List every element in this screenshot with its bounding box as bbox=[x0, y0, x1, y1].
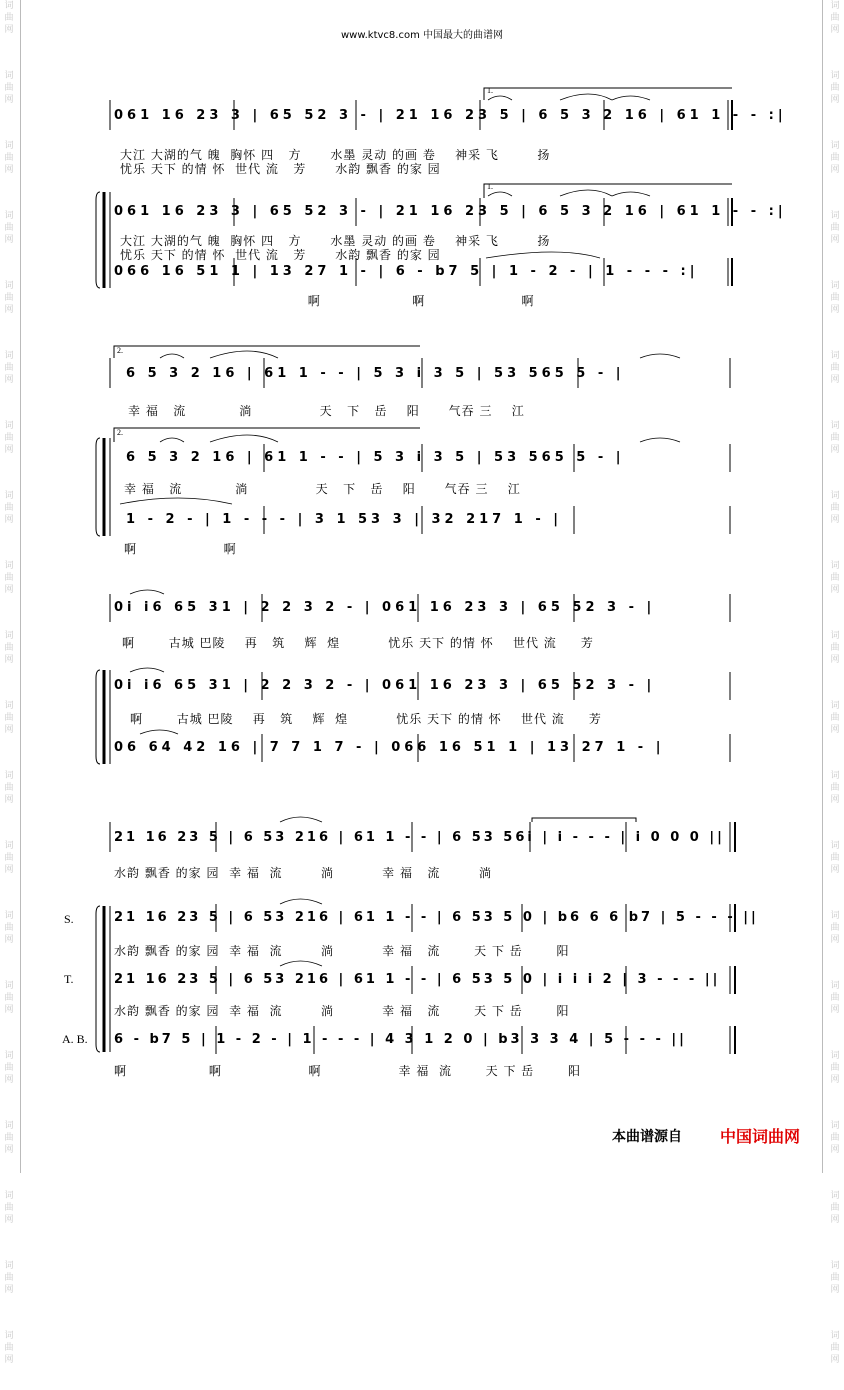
watermark-char: 网 bbox=[830, 445, 840, 455]
watermark-char: 网 bbox=[830, 235, 840, 245]
watermark-char: 词 bbox=[830, 1051, 840, 1061]
watermark-char: 词 bbox=[830, 491, 840, 501]
watermark-char: 词 bbox=[830, 561, 840, 571]
watermark-char: 网 bbox=[4, 1145, 14, 1155]
sys2-volta-2: 2. bbox=[117, 346, 123, 355]
sys1-upper-notes: 061 16 23 3 | 65 52 3 - | 21 16 23 5 | 6 5 3 2 16 | 61 1 - - :| bbox=[114, 204, 787, 219]
sys2-upper-notes: 6 5 3 2 16 | 61 1 - - | 5 3 i 3 5 | 53 565 5 - | bbox=[126, 450, 625, 465]
watermark-char: 曲 bbox=[830, 223, 840, 233]
watermark-char: 曲 bbox=[4, 293, 14, 303]
sys3-upper-lyric: 啊 古城 巴陵 再 筑 辉 煌 忧乐 天下 的情 怀 世代 流 芳 bbox=[130, 712, 602, 726]
watermark-char: 词 bbox=[4, 631, 14, 641]
sys2-lower-notes: 1 - 2 - | 1 - - - | 3 1 53 3 | 32 217 1 - | bbox=[126, 512, 562, 527]
watermark-char: 网 bbox=[4, 235, 14, 245]
watermark-char: 词 bbox=[830, 981, 840, 991]
watermark-char: 词 bbox=[830, 421, 840, 431]
watermark-char: 曲 bbox=[830, 433, 840, 443]
watermark-char: 曲 bbox=[4, 573, 14, 583]
watermark-char: 词 bbox=[830, 351, 840, 361]
sys1-volta-1b: 1. bbox=[487, 182, 493, 191]
watermark-char: 曲 bbox=[830, 993, 840, 1003]
watermark-char: 网 bbox=[830, 1285, 840, 1295]
watermark-char: 网 bbox=[4, 25, 14, 35]
watermark-char: 曲 bbox=[830, 503, 840, 513]
watermark-char: 曲 bbox=[4, 13, 14, 23]
sys1-melody-notes: 061 16 23 3 | 65 52 3 - | 21 16 23 5 | 6 5 3 2 16 | 61 1 - - :| bbox=[114, 108, 787, 123]
watermark-char: 曲 bbox=[4, 1343, 14, 1353]
watermark-char: 曲 bbox=[830, 293, 840, 303]
watermark-char: 词 bbox=[4, 561, 14, 571]
sys1-upper-lyric-1: 大江 大湖的气 魄 胸怀 四 方 水墨 灵动 的画 卷 神采 飞 扬 bbox=[120, 234, 551, 248]
watermark-char: 网 bbox=[830, 515, 840, 525]
sys4-melody-notes: 21 16 23 5 | 6 53 216 | 61 1 - - | 6 53 56i | i - - - | i 0 0 0 || bbox=[114, 830, 725, 845]
watermark-char: 曲 bbox=[830, 783, 840, 793]
watermark-char: 词 bbox=[4, 1191, 14, 1201]
watermark-char: 词 bbox=[4, 981, 14, 991]
sys3-melody-notes: 0i i6 65 31 | 2 2 3 2 - | 061 16 23 3 | 65 52 3 - | bbox=[114, 600, 656, 615]
watermark-char: 网 bbox=[830, 1355, 840, 1365]
watermark-char: 曲 bbox=[830, 1133, 840, 1143]
watermark-char: 网 bbox=[4, 515, 14, 525]
watermark-char: 词 bbox=[830, 71, 840, 81]
sys2-melody-notes: 6 5 3 2 16 | 61 1 - - | 5 3 i 3 5 | 53 565 5 - | bbox=[126, 366, 625, 381]
watermark-char: 词 bbox=[830, 771, 840, 781]
watermark-char: 网 bbox=[4, 95, 14, 105]
watermark-char: 词 bbox=[830, 141, 840, 151]
watermark-char: 词 bbox=[4, 701, 14, 711]
watermark-char: 网 bbox=[830, 725, 840, 735]
watermark-char: 词 bbox=[4, 771, 14, 781]
watermark-char: 网 bbox=[4, 445, 14, 455]
watermark-char: 词 bbox=[4, 1261, 14, 1271]
watermark-char: 曲 bbox=[830, 853, 840, 863]
sys1-volta-1: 1. bbox=[487, 86, 493, 95]
watermark-char: 词 bbox=[4, 1121, 14, 1131]
watermark-char: 曲 bbox=[830, 363, 840, 373]
sys4-alto-bass-notes: 6 - b7 5 | 1 - 2 - | 1 - - - | 4 3 1 2 0 | b3 3 3 4 | 5 - - - || bbox=[114, 1032, 687, 1047]
sys1-melody-lyric-2: 忧乐 天下 的情 怀 世代 流 芳 水韵 飘香 的家 园 bbox=[120, 162, 441, 176]
sys1-lower-lyric: 啊 啊 啊 bbox=[120, 294, 535, 308]
sys1-melody-lyric-1: 大江 大湖的气 魄 胸怀 四 方 水墨 灵动 的画 卷 神采 飞 扬 bbox=[120, 148, 551, 162]
watermark-char: 词 bbox=[4, 911, 14, 921]
watermark-char: 词 bbox=[4, 211, 14, 221]
watermark-char: 曲 bbox=[4, 223, 14, 233]
watermark-char: 词 bbox=[4, 141, 14, 151]
watermark-char: 曲 bbox=[830, 643, 840, 653]
watermark-char: 曲 bbox=[4, 643, 14, 653]
watermark-char: 网 bbox=[4, 795, 14, 805]
sys2-upper-lyric: 幸 福 流 淌 天 下 岳 阳 气吞 三 江 bbox=[124, 482, 521, 496]
watermark-char: 曲 bbox=[830, 153, 840, 163]
watermark-char: 曲 bbox=[4, 1203, 14, 1213]
watermark-char: 网 bbox=[830, 585, 840, 595]
sys2-volta-2b: 2. bbox=[117, 428, 123, 437]
watermark-char: 网 bbox=[4, 725, 14, 735]
watermark-char: 词 bbox=[4, 1331, 14, 1341]
watermark-char: 网 bbox=[4, 165, 14, 175]
watermark-gap bbox=[826, 1296, 844, 1320]
watermark-char: 曲 bbox=[830, 573, 840, 583]
watermark-char: 曲 bbox=[4, 853, 14, 863]
watermark-char: 网 bbox=[4, 375, 14, 385]
watermark-char: 词 bbox=[830, 1121, 840, 1131]
watermark-char: 曲 bbox=[830, 1273, 840, 1283]
watermark-char: 词 bbox=[830, 211, 840, 221]
watermark-char: 曲 bbox=[4, 713, 14, 723]
watermark-char: 词 bbox=[4, 1, 14, 11]
watermark-char: 网 bbox=[830, 935, 840, 945]
voice-label-ab: A. B. bbox=[62, 1032, 88, 1046]
watermark-char: 词 bbox=[4, 281, 14, 291]
sys4-soprano-lyric: 水韵 飘香 的家 园 幸 福 流 淌 幸 福 流 天 下 岳 阳 bbox=[114, 944, 570, 958]
watermark-char: 网 bbox=[830, 1215, 840, 1225]
watermark-char: 网 bbox=[830, 655, 840, 665]
watermark-char: 曲 bbox=[4, 503, 14, 513]
watermark-char: 词 bbox=[4, 1051, 14, 1061]
watermark-gap bbox=[826, 1366, 844, 1390]
watermark-char: 词 bbox=[830, 841, 840, 851]
watermark-char: 网 bbox=[4, 305, 14, 315]
watermark-char: 网 bbox=[4, 1005, 14, 1015]
watermark-char: 词 bbox=[830, 911, 840, 921]
watermark-char: 网 bbox=[4, 655, 14, 665]
watermark-char: 网 bbox=[830, 95, 840, 105]
watermark-char: 曲 bbox=[4, 1273, 14, 1283]
watermark-char: 曲 bbox=[830, 83, 840, 93]
watermark-char: 曲 bbox=[830, 1343, 840, 1353]
watermark-char: 词 bbox=[4, 421, 14, 431]
watermark-char: 网 bbox=[830, 25, 840, 35]
watermark-gap bbox=[0, 1296, 18, 1320]
watermark-char: 词 bbox=[830, 1191, 840, 1201]
sys3-upper-notes: 0i i6 65 31 | 2 2 3 2 - | 061 16 23 3 | 65 52 3 - | bbox=[114, 678, 656, 693]
watermark-char: 曲 bbox=[4, 363, 14, 373]
watermark-char: 曲 bbox=[4, 1133, 14, 1143]
watermark-char: 网 bbox=[4, 1355, 14, 1365]
watermark-gap bbox=[0, 1226, 18, 1250]
sys1-lower-notes: 066 16 51 1 | 13 27 1 - | 6 - b7 5 | 1 - 2 - | 1 - - - :| bbox=[114, 264, 699, 279]
watermark-char: 网 bbox=[830, 305, 840, 315]
footer-source-site[interactable]: 中国词曲网 bbox=[720, 1127, 801, 1146]
watermark-char: 词 bbox=[830, 1331, 840, 1341]
watermark-char: 曲 bbox=[4, 923, 14, 933]
sys3-lower-notes: 06 64 42 16 | 7 7 1 7 - | 066 16 51 1 | 13 27 1 - | bbox=[114, 740, 665, 755]
page-header: www.ktvc8.com 中国最大的曲谱网 bbox=[340, 30, 503, 41]
watermark-char: 网 bbox=[4, 935, 14, 945]
watermark-char: 曲 bbox=[830, 1203, 840, 1213]
sys2-lower-lyric: 啊 啊 bbox=[124, 542, 237, 556]
watermark-char: 曲 bbox=[830, 713, 840, 723]
watermark-char: 曲 bbox=[830, 923, 840, 933]
watermark-char: 网 bbox=[4, 1215, 14, 1225]
watermark-char: 网 bbox=[4, 1285, 14, 1295]
watermark-char: 曲 bbox=[830, 13, 840, 23]
watermark-char: 词 bbox=[830, 1, 840, 11]
watermark-char: 词 bbox=[4, 71, 14, 81]
sys4-soprano-notes: 21 16 23 5 | 6 53 216 | 61 1 - - | 6 53 5 0 | b6 6 6 b7 | 5 - - - || bbox=[114, 910, 759, 925]
watermark-char: 网 bbox=[830, 865, 840, 875]
watermark-char: 曲 bbox=[4, 1063, 14, 1073]
watermark-char: 网 bbox=[830, 1145, 840, 1155]
sys3-melody-lyric: 啊 古城 巴陵 再 筑 辉 煌 忧乐 天下 的情 怀 世代 流 芳 bbox=[122, 636, 594, 650]
watermark-char: 词 bbox=[4, 841, 14, 851]
sys4-melody-lyric: 水韵 飘香 的家 园 幸 福 流 淌 幸 福 流 淌 bbox=[114, 866, 492, 880]
watermark-char: 网 bbox=[830, 165, 840, 175]
watermark-gap bbox=[0, 1366, 18, 1390]
sys1-upper-lyric-2: 忧乐 天下 的情 怀 世代 流 芳 水韵 飘香 的家 园 bbox=[120, 248, 441, 262]
sys4-tenor-lyric: 水韵 飘香 的家 园 幸 福 流 淌 幸 福 流 天 下 岳 阳 bbox=[114, 1004, 570, 1018]
watermark-char: 曲 bbox=[830, 1063, 840, 1073]
watermark-char: 网 bbox=[830, 375, 840, 385]
watermark-char: 曲 bbox=[4, 783, 14, 793]
watermark-char: 网 bbox=[830, 1005, 840, 1015]
watermark-char: 曲 bbox=[4, 433, 14, 443]
watermark-char: 网 bbox=[4, 865, 14, 875]
watermark-char: 词 bbox=[830, 281, 840, 291]
watermark-char: 网 bbox=[4, 585, 14, 595]
voice-label-s: S. bbox=[64, 912, 74, 926]
watermark-char: 词 bbox=[4, 351, 14, 361]
voice-label-t: T. bbox=[64, 972, 74, 986]
sys2-melody-lyric: 幸 福 流 淌 天 下 岳 阳 气吞 三 江 bbox=[128, 404, 525, 418]
footer-source-label: 本曲谱源自 bbox=[612, 1129, 682, 1145]
watermark-char: 词 bbox=[830, 1261, 840, 1271]
sys4-alto-bass-lyric: 啊 啊 啊 幸 福 流 天 下 岳 阳 bbox=[114, 1064, 582, 1078]
watermark-char: 词 bbox=[4, 491, 14, 501]
watermark-char: 曲 bbox=[4, 83, 14, 93]
watermark-char: 曲 bbox=[4, 153, 14, 163]
watermark-char: 网 bbox=[830, 795, 840, 805]
watermark-char: 网 bbox=[830, 1075, 840, 1085]
watermark-char: 词 bbox=[830, 701, 840, 711]
watermark-char: 网 bbox=[4, 1075, 14, 1085]
sys4-tenor-notes: 21 16 23 5 | 6 53 216 | 61 1 - - | 6 53 5 0 | i i i 2 | 3 - - - || bbox=[114, 972, 721, 987]
watermark-gap bbox=[826, 1226, 844, 1250]
watermark-char: 词 bbox=[830, 631, 840, 641]
watermark-char: 曲 bbox=[4, 993, 14, 1003]
